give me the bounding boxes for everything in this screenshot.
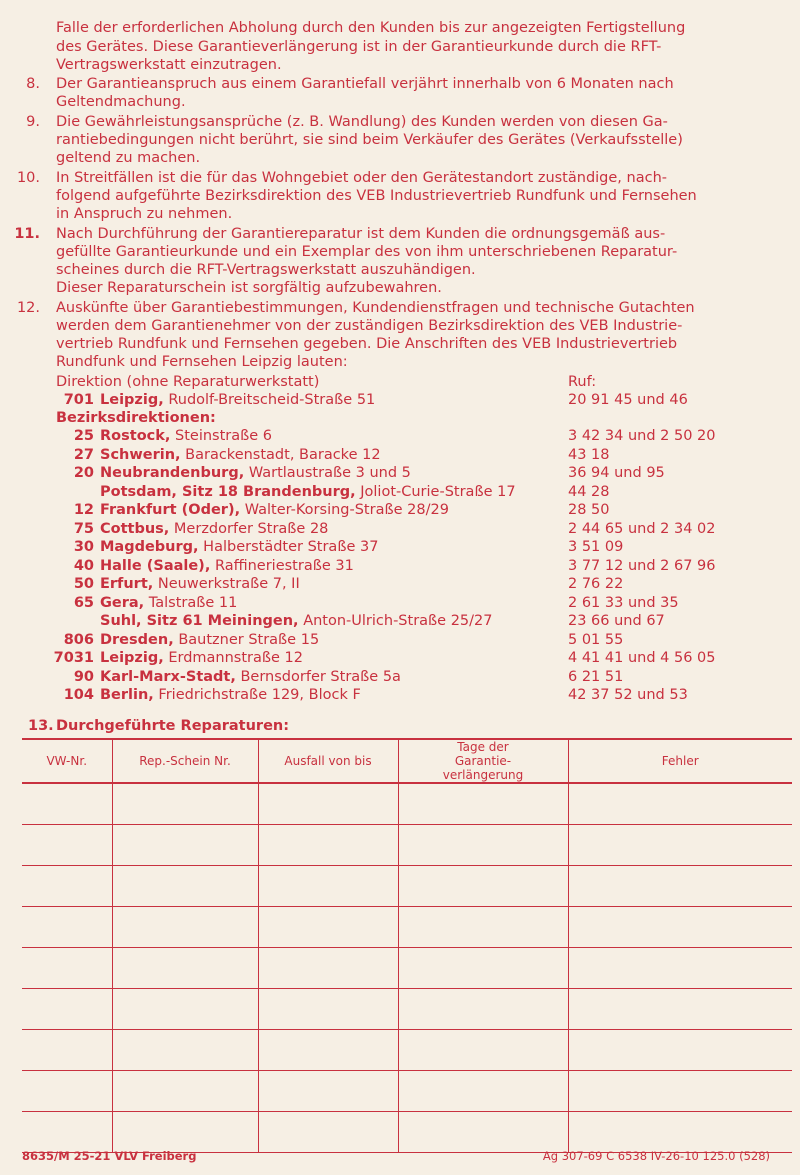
intro-line: Falle der erforderlichen Abholung durch den Kunden bis zur angezeigten Fertigstellung	[56, 20, 686, 36]
item-line: Rundfunk und Fernsehen Leipzig lauten:	[56, 354, 348, 370]
city-name: Halle (Saale),	[100, 558, 211, 574]
table-cell	[568, 825, 792, 866]
table-cell	[112, 866, 258, 907]
street: Erdmannstraße 12	[168, 650, 304, 666]
item-line: vertrieb Rundfunk und Fernsehen gegeben. Die Anschriften des VEB Industrievertrieb	[56, 336, 678, 352]
item-line: in Anspruch zu nehmen.	[56, 206, 233, 222]
item-line: Geltendmachung.	[56, 94, 186, 110]
postal-code: 40	[73, 558, 94, 574]
column-header: VW-Nr.	[22, 739, 112, 783]
table-row	[22, 989, 792, 1030]
item-line: Dieser Reparaturschein ist sorgfältig aufzubewahren.	[56, 280, 442, 296]
address-row	[0, 613, 493, 630]
address-row	[0, 484, 516, 501]
table-cell	[22, 1071, 112, 1112]
street: Steinstraße 6	[175, 428, 273, 444]
item-number: 10.	[16, 170, 40, 186]
column-header: Ausfall von bis	[258, 739, 398, 783]
street: Wartlaustraße 3 und 5	[248, 465, 411, 481]
table-cell	[22, 907, 112, 948]
city-name: Gera,	[100, 595, 145, 611]
phone-number: 43 18	[568, 447, 610, 463]
item-number: 8.	[26, 76, 40, 92]
street: Halberstädter Straße 37	[203, 539, 379, 555]
phone-number: 36 94 und 95	[568, 465, 665, 481]
item-line: Der Garantieanspruch aus einem Garantiefall verjährt innerhalb von 6 Monaten nach	[56, 76, 674, 92]
table-cell	[258, 989, 398, 1030]
phone-number: 3 77 12 und 2 67 96	[568, 558, 716, 574]
table-cell	[258, 1071, 398, 1112]
street: Barackenstadt, Baracke 12	[185, 447, 381, 463]
phone-number: 2 61 33 und 35	[568, 595, 679, 611]
table-cell	[398, 989, 568, 1030]
table-cell	[568, 1071, 792, 1112]
phone-number: 5 01 55	[568, 632, 624, 648]
phone-number: 23 66 und 67	[568, 613, 665, 629]
address-row	[0, 521, 328, 538]
table-cell	[258, 783, 398, 825]
column-header: Tage der Garantie- verlängerung	[398, 739, 568, 783]
postal-code: 12	[73, 502, 94, 518]
address-row	[0, 558, 354, 575]
street: Anton-Ulrich-Straße 25/27	[303, 613, 493, 629]
item-line: scheines durch die RFT-Vertragswerkstatt auszuhändigen.	[56, 262, 476, 278]
table-cell	[258, 1112, 398, 1153]
item-line: werden dem Garantienehmer von der zuständigen Bezirksdirektion des VEB Industrie-	[56, 318, 683, 334]
address-row	[0, 502, 449, 519]
postal-code: 30	[73, 539, 94, 555]
city-name: Neubrandenburg,	[100, 465, 245, 481]
table-cell	[568, 989, 792, 1030]
table-cell	[398, 866, 568, 907]
table-cell	[568, 783, 792, 825]
phone-number: 2 76 22	[568, 576, 624, 592]
table-cell	[568, 907, 792, 948]
postal-code: 104	[63, 687, 94, 703]
table-cell	[22, 989, 112, 1030]
street: Talstraße 11	[148, 595, 238, 611]
item-line: Auskünfte über Garantiebestimmungen, Kundendienstfragen und technische Gutachten	[56, 300, 695, 316]
phone-number: 3 51 09	[568, 539, 624, 555]
city-name: Erfurt,	[100, 576, 154, 592]
table-cell	[258, 907, 398, 948]
street: Joliot-Curie-Straße 17	[360, 484, 516, 500]
table-cell	[112, 783, 258, 825]
city-name: Leipzig,	[100, 392, 164, 408]
intro-line: Vertragswerkstatt einzutragen.	[56, 57, 282, 73]
item-line: Die Gewährleistungsansprüche (z. B. Wandlung) des Kunden werden von diesen Ga-	[56, 114, 668, 130]
item-line: rantiebedingungen nicht berührt, sie sind beim Verkäufer des Gerätes (Verkaufsstelle)	[56, 132, 683, 148]
table-row	[22, 866, 792, 907]
postal-code: 701	[63, 392, 94, 408]
item-line: folgend aufgeführte Bezirksdirektion des VEB Industrievertrieb Rundfunk und Fernsehen	[56, 188, 697, 204]
postal-code: 27	[73, 447, 94, 463]
table-row	[22, 1071, 792, 1112]
address-row	[0, 595, 237, 612]
city-name: Karl-Marx-Stadt,	[100, 669, 236, 685]
table-cell	[112, 1030, 258, 1071]
phone-number: 4 41 41 und 4 56 05	[568, 650, 716, 666]
column-header: Rep.-Schein Nr.	[112, 739, 258, 783]
table-cell	[258, 825, 398, 866]
city-name: Potsdam, Sitz 18 Brandenburg,	[100, 484, 356, 500]
bezirk-heading: Bezirksdirektionen:	[56, 410, 216, 426]
table-cell	[22, 825, 112, 866]
address-row	[0, 650, 303, 667]
phone-number: 2 44 65 und 2 34 02	[568, 521, 716, 537]
footer-right: Ag 307-69 C 6538 IV-26-10 125.0 (528)	[542, 1149, 770, 1163]
column-header: Fehler	[568, 739, 792, 783]
table-cell	[568, 1112, 792, 1153]
item-number: 12.	[16, 300, 40, 316]
repair-table	[22, 738, 792, 1153]
address-row	[0, 576, 300, 593]
address-row	[0, 669, 401, 686]
phone-number: 42 37 52 und 53	[568, 687, 688, 703]
city-name: Magdeburg,	[100, 539, 199, 555]
table-cell	[112, 825, 258, 866]
table-cell	[568, 1030, 792, 1071]
table-cell	[112, 1112, 258, 1153]
city-name: Leipzig,	[100, 650, 164, 666]
table-cell	[112, 907, 258, 948]
address-row	[0, 687, 361, 704]
street: Bernsdorfer Straße 5a	[240, 669, 401, 685]
postal-code: 20	[73, 465, 94, 481]
table-cell	[112, 989, 258, 1030]
address-row	[0, 392, 375, 409]
city-name: Dresden,	[100, 632, 174, 648]
street: Friedrichstraße 129, Block F	[158, 687, 361, 703]
table-cell	[258, 866, 398, 907]
direktion-heading: Direktion (ohne Reparaturwerkstatt)	[56, 374, 320, 390]
intro-line: des Gerätes. Diese Garantieverlängerung ist in der Garantieurkunde durch die RFT-	[56, 39, 662, 55]
footer-left: 8635/M 25-21 VLV Freiberg	[22, 1149, 197, 1163]
phone-number: 20 91 45 und 46	[568, 392, 688, 408]
table-cell	[258, 948, 398, 989]
phone-number: 6 21 51	[568, 669, 624, 685]
item-number: 9.	[26, 114, 40, 130]
phone-number: 44 28	[568, 484, 610, 500]
street: Raffineriestraße 31	[214, 558, 354, 574]
city-name: Frankfurt (Oder),	[100, 502, 241, 518]
city-name: Cottbus,	[100, 521, 170, 537]
table-cell	[398, 825, 568, 866]
table-row	[22, 907, 792, 948]
postal-code: 806	[63, 632, 94, 648]
table-cell	[398, 1030, 568, 1071]
address-row	[0, 428, 272, 445]
table-row	[22, 1030, 792, 1071]
city-name: Berlin,	[100, 687, 154, 703]
table-cell	[568, 948, 792, 989]
ruf-label: Ruf:	[568, 374, 597, 390]
table-cell	[568, 866, 792, 907]
postal-code: 90	[73, 669, 94, 685]
table-cell	[22, 948, 112, 989]
city-name: Suhl, Sitz 61 Meiningen,	[100, 613, 299, 629]
postal-code: 75	[73, 521, 94, 537]
table-cell	[398, 948, 568, 989]
table-row	[22, 1112, 792, 1153]
table-row	[22, 825, 792, 866]
postal-code: 50	[73, 576, 94, 592]
item-line: Nach Durchführung der Garantiereparatur ist dem Kunden die ordnungsgemäß aus-	[56, 226, 666, 242]
table-cell	[398, 1112, 568, 1153]
item-line: gefüllte Garantieurkunde und ein Exemplar des von ihm unterschriebenen Reparatur-	[56, 244, 678, 260]
postal-code: 65	[73, 595, 94, 611]
item-number: 11.	[14, 226, 40, 242]
phone-number: 3 42 34 und 2 50 20	[568, 428, 716, 444]
table-cell	[398, 783, 568, 825]
city-name: Schwerin,	[100, 447, 181, 463]
street: Rudolf-Breitscheid-Straße 51	[168, 392, 376, 408]
postal-code: 7031	[53, 650, 94, 666]
section-number: 13.	[28, 718, 54, 734]
table-cell	[22, 866, 112, 907]
city-name: Rostock,	[100, 428, 171, 444]
phone-number: 28 50	[568, 502, 610, 518]
postal-code: 25	[73, 428, 94, 444]
table-cell	[112, 1071, 258, 1112]
street: Neuwerkstraße 7, II	[157, 576, 300, 592]
section-title: Durchgeführte Reparaturen:	[56, 718, 290, 734]
table-cell	[398, 907, 568, 948]
item-line: geltend zu machen.	[56, 150, 201, 166]
street: Walter-Korsing-Straße 28/29	[244, 502, 449, 518]
address-row	[0, 539, 378, 556]
section-13-title	[28, 718, 289, 734]
table-cell	[22, 1030, 112, 1071]
table-cell	[22, 1112, 112, 1153]
street: Bautzner Straße 15	[178, 632, 320, 648]
table-cell	[22, 783, 112, 825]
table-cell	[258, 1030, 398, 1071]
table-cell	[398, 1071, 568, 1112]
street: Merzdorfer Straße 28	[173, 521, 329, 537]
table-row	[22, 948, 792, 989]
item-line: In Streitfällen ist die für das Wohngebiet oder den Gerätestandort zuständige, nach-	[56, 170, 667, 186]
address-row	[0, 632, 319, 649]
table-cell	[112, 948, 258, 989]
table-row	[22, 783, 792, 825]
address-row	[0, 447, 381, 464]
address-row	[0, 465, 411, 482]
